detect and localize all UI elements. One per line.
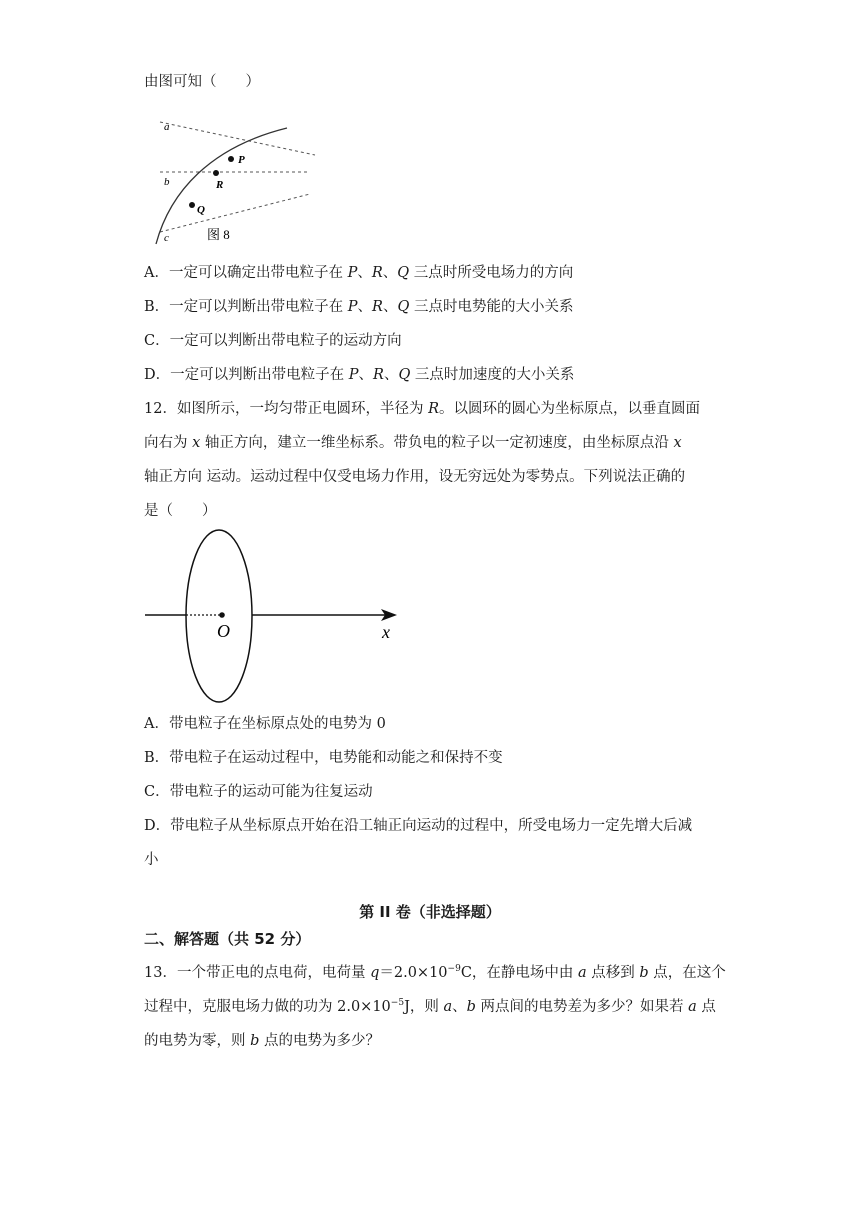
- q11-option-c: C．一定可以判断出带电粒子的运动方向: [144, 333, 402, 349]
- label-q: Q: [197, 204, 205, 216]
- axis-label: x: [382, 622, 390, 642]
- q12-stem-line1: 12．如图所示，一均匀带正电圆环，半径为 R。以圆环的圆心为坐标原点，以垂直圆面: [144, 401, 700, 417]
- figure-8: [150, 112, 330, 247]
- q12-stem-line4: 是（ ）: [144, 503, 217, 519]
- point-q: [189, 202, 195, 208]
- equipotential-line-c: [160, 194, 310, 232]
- label-p: P: [238, 154, 245, 166]
- q12-option-b: B．带电粒子在运动过程中，电势能和动能之和保持不变: [144, 750, 503, 766]
- label-r: R: [216, 179, 224, 191]
- q12-option-a: A．带电粒子在坐标原点处的电势为 0: [144, 716, 386, 732]
- origin-point: [219, 612, 225, 618]
- label-b: b: [164, 176, 170, 188]
- figure-caption: 图 8: [207, 227, 230, 242]
- q12-option-c: C．带电粒子的运动可能为往复运动: [144, 784, 373, 800]
- point-p: [228, 156, 234, 162]
- label-a: a: [164, 121, 170, 133]
- origin-label: O: [217, 621, 230, 641]
- q13-line3: 的电势为零，则 b 点的电势为多少？: [144, 1033, 381, 1049]
- label-c: c: [164, 232, 169, 244]
- section-heading: 二、解答题（共 52 分）: [144, 930, 311, 948]
- q12-stem-line2: 向右为 x 轴正方向，建立一维坐标系。带负电的粒子以一定初速度，由坐标原点沿 x: [144, 435, 682, 451]
- q12-option-d-cont: 小: [144, 852, 159, 868]
- q11-option-d: D．一定可以判断出带电粒子在 P、R、Q 三点时加速度的大小关系: [144, 367, 575, 383]
- q11-option-b: B．一定可以判断出带电粒子在 P、R、Q 三点时电势能的大小关系: [144, 299, 574, 315]
- q13-line1: 13．一个带正电的点电荷，电荷量 $q=2.0\times 10^{-9}C$，在静电场中由 a 点移到 b 点，在这个: [144, 964, 726, 981]
- charged-ring: [186, 530, 252, 702]
- q12-stem-line3: 轴正方向 运动。运动过程中仅受电场力作用，设无穷远处为零势点。下列说法正确的: [144, 469, 686, 485]
- q11-stem: 由图可知（ ）: [144, 74, 260, 90]
- equipotential-line-a: [160, 122, 315, 155]
- point-r: [213, 170, 219, 176]
- q12-option-d: D．带电粒子从坐标原点开始在沿工轴正向运动的过程中，所受电场力一定先增大后减: [144, 818, 693, 834]
- q13-line2: 过程中，克服电场力做的功为 $2.0\times 10^{-5}J$，则 a、b 两点间的电势差为多少？如果若 a 点: [144, 998, 716, 1015]
- q11-option-a: A．一定可以确定出带电粒子在 P、R、Q 三点时所受电场力的方向: [144, 265, 574, 281]
- figure-ring: [140, 528, 405, 706]
- part2-title: 第 II 卷（非选择题）: [359, 903, 501, 921]
